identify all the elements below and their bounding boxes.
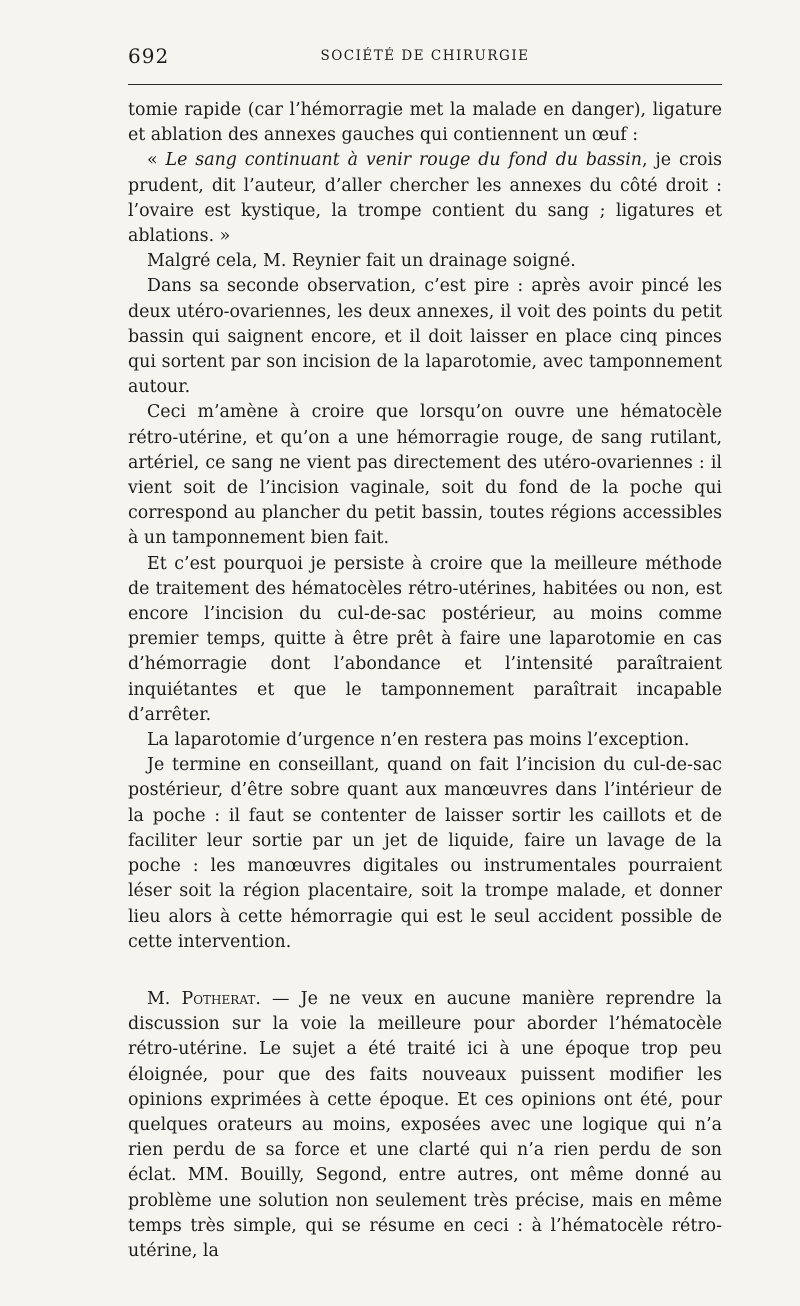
paragraph-4-text: Dans sa seconde observation, c’est pire : après avoir pincé les deux utéro-ovariennes, les deux annexes, il voit des points du petit bassin qui saignent encore, et il doit laisser en place cinq pinces qui sortent par son incision de la laparotomie, avec tamponnement autour. bbox=[128, 276, 722, 398]
body-text bbox=[128, 98, 722, 1264]
paragraph-6 bbox=[128, 552, 722, 728]
speaker-name: Potherat bbox=[181, 988, 256, 1009]
paragraph-2-rest: , je crois prudent, dit l’auteur, d’aller chercher les annexes du côté droit : l’ovaire est kystique, la trompe contient du sang ; ligatures et ablations. » bbox=[128, 150, 722, 247]
paragraph-4 bbox=[128, 274, 722, 400]
paragraph-9-speaker bbox=[128, 987, 722, 1264]
quote-open: « bbox=[147, 150, 166, 171]
speaker-prefix: M. bbox=[147, 988, 182, 1009]
paragraph-8 bbox=[128, 753, 722, 955]
section-gap bbox=[128, 955, 722, 987]
paragraph-5 bbox=[128, 400, 722, 551]
paragraph-5-text: Ceci m’amène à croire que lorsqu’on ouvre une hématocèle rétro-utérine, et qu’on a une hémorragie rouge, de sang rutilant, artériel, ce sang ne vient pas directement des utéro-ovariennes : il vient soit de l’incision vaginale, soit du fond de la poche qui correspond au plancher du petit bassin, toutes régions accessibles à un tamponnement bien fait. bbox=[128, 402, 722, 549]
paragraph-3 bbox=[128, 249, 722, 274]
paragraph-9-text: . — Je ne veux en aucune manière reprendre la discussion sur la voie la meilleure pour aborder l’hématocèle rétro-utérine. Le sujet a été traité ici à une époque trop peu éloignée, pour que des faits nouveaux puissent modifier les opinions exprimées à cette époque. Et ces opinions ont été, pour quelques orateurs au moins, exposées avec une logique qui n’a rien perdu de sa force et une clarté qui n’a rien perdu de son éclat. MM. Bouilly, Segond, entre autres, ont même donné au problème une solution non seulement très précise, mais en même temps très simple, qui se résume en ceci : à l’hématocèle rétro-utérine, la bbox=[128, 988, 722, 1261]
page-number: 692 bbox=[128, 44, 170, 68]
paragraph-2-quote bbox=[128, 148, 722, 249]
header-rule bbox=[128, 84, 722, 85]
running-title: SOCIÉTÉ DE CHIRURGIE bbox=[320, 48, 530, 64]
paragraph-6-text: Et c’est pourquoi je persiste à croire que la meilleure méthode de traitement des hématocèles rétro-utérines, habitées ou non, est encore l’incision du cul-de-sac postérieur, au moins comme premier temps, quitte à être prêt à faire une laparotomie en cas d’hémorragie dont l’abondance et l’intensité paraîtraient inquiétantes et que le tamponnement paraîtrait incapable d’arrêter. bbox=[128, 553, 722, 725]
paragraph-8-text: Je termine en conseillant, quand on fait l’incision du cul-de-sac postérieur, d’être sobre quant aux manœuvres dans l’intérieur de la poche : il faut se contenter de laisser sortir les caillots et de faciliter leur sortie par un jet de liquide, faire un lavage de la poche : les manœuvres digitales ou instrumentales pourraient léser soit la région placentaire, soit la trompe malade, et donner lieu alors à cette hémorragie qui est le seul accident possible de cette intervention. bbox=[128, 755, 722, 952]
paragraph-1 bbox=[128, 98, 722, 148]
paragraph-3-text: Malgré cela, M. Reynier fait un drainage soigné. bbox=[147, 251, 576, 272]
paragraph-7 bbox=[128, 728, 722, 753]
italic-quote: Le sang continuant à venir rouge du fond du bassin bbox=[165, 150, 642, 171]
paragraph-1-text: tomie rapide (car l’hémorragie met la malade en danger), ligature et ablation des annexes gauches qui contiennent un œuf : bbox=[128, 100, 722, 146]
paragraph-7-text: La laparotomie d’urgence n’en restera pas moins l’exception. bbox=[147, 730, 690, 751]
page-header bbox=[128, 44, 722, 72]
